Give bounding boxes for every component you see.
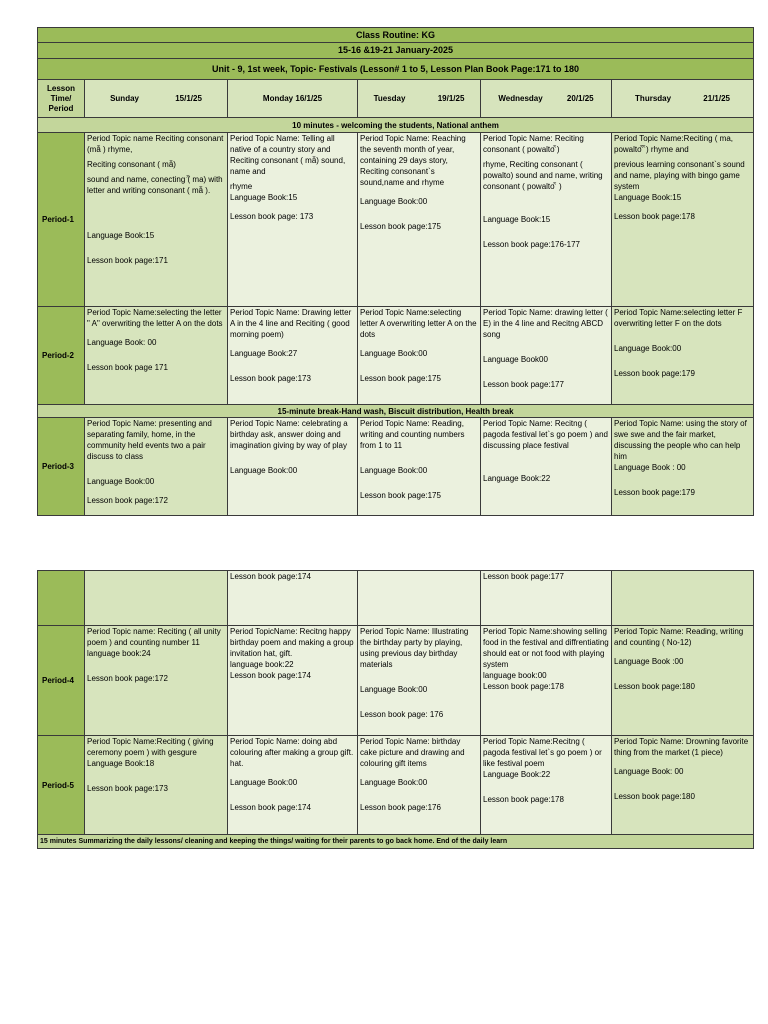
lesson-cell-thursday: Period Topic Name:Reciting ( ma, powalto ꩰ ꩰ) rhyme and previous learning consonant`s sound and name, playing with bingo game system Language Book:15 Lesson book page:178 xyxy=(612,133,754,307)
day-header-monday xyxy=(228,80,358,118)
lesson-cell-monday: Period Topic Name: Drawing letter A in the 4 line and Reciting ( good morning poem) Language Book:27 Lesson book page:173 xyxy=(228,307,358,405)
day-date: 20/1/25 xyxy=(566,94,594,103)
day-header-sunday xyxy=(85,80,228,118)
day-name: Sunday xyxy=(110,94,139,103)
day-header-thursday xyxy=(612,80,754,118)
lesson-cell-thursday: Period Topic Name: Reading, writing and counting ( No-12) Language Book :00 Lesson book page:180 xyxy=(612,626,754,736)
day-date: 15/1/25 xyxy=(175,94,202,103)
lesson-cell-wednesday: Period Topic Name: drawing letter ( E) in the 4 line and Recitng ABCD song Language Book00 Lesson book page:177 xyxy=(481,307,612,405)
lesson-cell-wednesday: Period Topic Name:showing selling food in the festival and diffrentiating should eat or not food with playing system language book:00 Lesson book page:178 xyxy=(481,626,612,736)
lesson-cell-thursday: Period Topic Name:selecting letter F overwriting letter F on the dots Language Book:00 Lesson book page:179 xyxy=(612,307,754,405)
day-date: 19/1/25 xyxy=(437,94,465,103)
unit-line: Unit - 9, 1st week, Topic- Festivals (Lesson# 1 to 5, Lesson Plan Book Page:171 to 180 xyxy=(38,59,754,80)
lesson-time-header: Lesson Time/ Period xyxy=(38,80,85,118)
lesson-cell-sunday: Period Topic Name:Reciting ( giving ceremony poem ) with gesgure Language Book:18 Lesson book page:173 xyxy=(85,736,228,835)
routine-title: Class Routine: KG xyxy=(38,28,754,43)
day-date: 21/1/25 xyxy=(703,94,730,103)
continuation-cell-tuesday xyxy=(358,571,481,626)
period-label: Period-1 xyxy=(38,133,85,307)
lesson-cell-thursday: Period Topic Name: Drowning favorite thing from the market (1 piece) Language Book: 00 Lesson book page:180 xyxy=(612,736,754,835)
lesson-cell-tuesday: Period Topic Name: Reaching the seventh month of year, containing 29 days story, Reciting consonant`s sound,name and rhyme Language Book:00 Lesson book page:175 xyxy=(358,133,481,307)
break-band: 15-minute break-Hand wash, Biscuit distribution, Health break xyxy=(38,405,754,418)
routine-table-page-1 xyxy=(37,27,754,516)
period-continuation xyxy=(38,571,85,626)
continuation-cell-wednesday: Lesson book page:177 xyxy=(481,571,612,626)
lesson-cell-wednesday: Period Topic Name: Reciting consonant ( powalto ꩰ) rhyme, Reciting consonant ( powalto) sound and name, writing consonant ( powalto ꩰ ) Language Book:15 Lesson book page:176-177 xyxy=(481,133,612,307)
period-label: Period-2 xyxy=(38,307,85,405)
lesson-cell-sunday: Period Topic name: Reciting ( all unity poem ) and counting number 11 language book:24 Lesson book page:172 xyxy=(85,626,228,736)
day-header-tuesday xyxy=(358,80,481,118)
day-name: Monday xyxy=(262,94,294,103)
lesson-cell-thursday: Period Topic Name: using the story of swe swe and the fair market, discussing the people who can help him Language Book : 00 Lesson book page:179 xyxy=(612,418,754,516)
period-label: Period-3 xyxy=(38,418,85,516)
welcome-band: 10 minutes - welcoming the students, National anthem xyxy=(38,118,754,133)
day-date: 16/1/25 xyxy=(295,94,323,103)
routine-table-page-2 xyxy=(37,570,754,849)
lesson-cell-sunday: Period Topic Name:selecting the letter " A" overwriting the letter A on the dots Language Book: 00 Lesson book page 171 xyxy=(85,307,228,405)
day-header-wednesday xyxy=(481,80,612,118)
lesson-cell-sunday: Period Topic name Reciting consonant (maꩰ ) rhyme, Reciting consonant ( maꩰ) sound and name, conecting (ꩰ ma) with letter and writing consonant ( maꩰ ). Language Book:15 Lesson book page:171 xyxy=(85,133,228,307)
day-name: Tuesday xyxy=(373,94,406,103)
day-name: Wednesday xyxy=(498,94,543,103)
lesson-cell-monday: Period Topic Name: Telling all native of a country story and Reciting consonant ( maꩰ) sound, name and rhyme Language Book:15 Lesson book page: 173 xyxy=(228,133,358,307)
period-label: Period-5 xyxy=(38,736,85,835)
closing-band: 15 minutes Summarizing the daily lessons/ cleaning and keeping the things/ waiting for their parents to go back home. End of the daily learn xyxy=(38,835,754,849)
lesson-cell-wednesday: Period Topic Name: Recitng ( pagoda festival let`s go poem ) and discussing place festival Language Book:22 xyxy=(481,418,612,516)
lesson-cell-monday: Period Topic Name: celebrating a birthday ask, answer doing and imagination giving by way of play Language Book:00 xyxy=(228,418,358,516)
lesson-cell-sunday: Period Topic Name: presenting and separating family, home, in the community held events two a pair discuss to class Language Book:00 Lesson book page:172 xyxy=(85,418,228,516)
lesson-cell-tuesday: Period Topic Name: Illustrating the birthday party by playing, using previous day birthday materials Language Book:00 Lesson book page: 176 xyxy=(358,626,481,736)
continuation-cell-thursday xyxy=(612,571,754,626)
lesson-cell-wednesday: Period Topic Name:Recitng ( pagoda festival let`s go poem ) or like festival poem Language Book:22 Lesson book page:178 xyxy=(481,736,612,835)
continuation-cell-monday: Lesson book page:174 xyxy=(228,571,358,626)
period-label: Period-4 xyxy=(38,626,85,736)
routine-dates: 15-16 &19-21 January-2025 xyxy=(38,43,754,59)
lesson-cell-monday: Period TopicName: Recitng happy birthday poem and making a group invitation hat, gift. language book:22 Lesson book page:174 xyxy=(228,626,358,736)
day-name: Thursday xyxy=(635,94,672,103)
lesson-cell-tuesday: Period Topic Name: Reading, writing and counting numbers from 1 to 11 Language Book:00 Lesson book page:175 xyxy=(358,418,481,516)
lesson-cell-tuesday: Period Topic Name: birthday cake picture and drawing and colouring gift items Language Book:00 Lesson book page:176 xyxy=(358,736,481,835)
continuation-cell-sunday xyxy=(85,571,228,626)
lesson-cell-monday: Period Topic Name: doing abd colouring after making a group gift. hat. Language Book:00 Lesson book page:174 xyxy=(228,736,358,835)
lesson-cell-tuesday: Period Topic Name:selecting letter A overwriting letter A on the dots Language Book:00 Lesson book page:175 xyxy=(358,307,481,405)
